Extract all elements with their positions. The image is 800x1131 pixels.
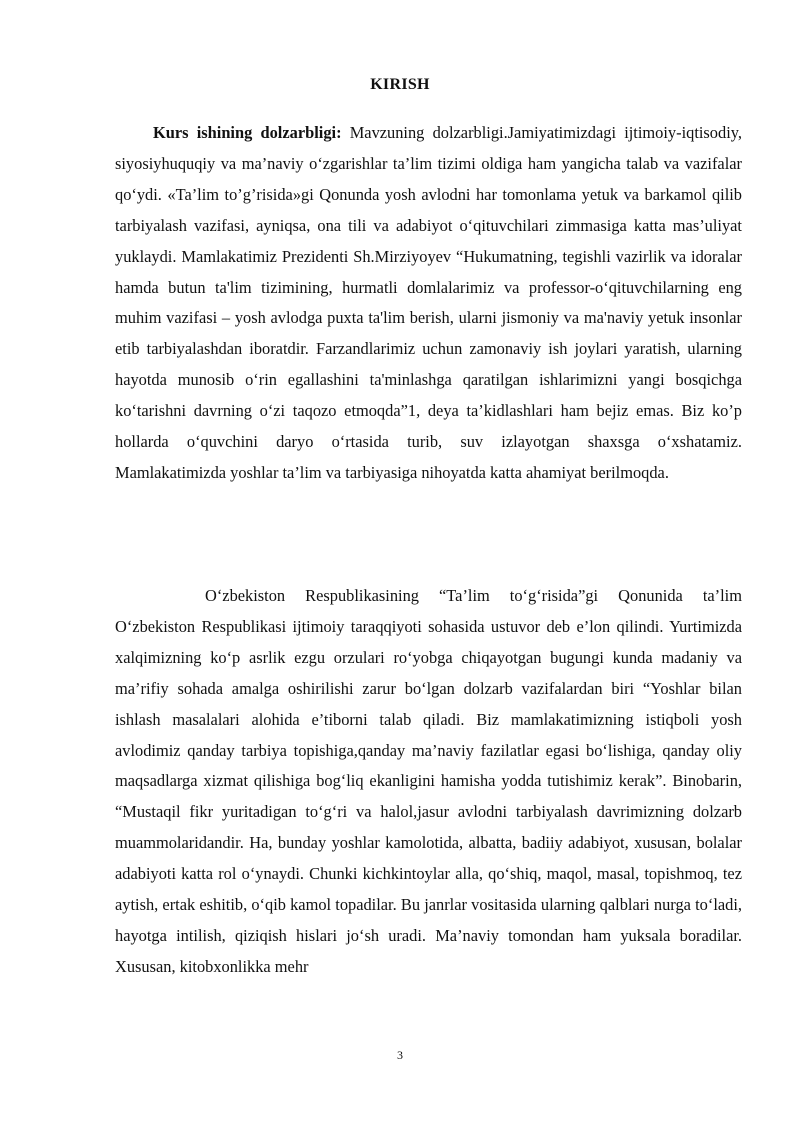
paragraph-body-text: Mavzuning dolzarbligi.Jamiyatimizdagi ijtimoiy-iqtisodiy, siyosiyhuquqiy va ma’naviy o‘zgarishlar ta’lim tizimi oldiga ham yangicha talab va vazifalar qo‘ydi. «Ta’lim to’g’risida»gi Qonunda yosh avlodni har tomonlama yetuk va barkamol qilib tarbiyalash vazifasi, ayniqsa, ona tili va adabiyot o‘qituvchilari zimmasiga katta mas’uliyat yuklaydi. Mamlakatimiz Prezidenti Sh.Mirziyoyev “Hukumatning, tegishli vazirlik va idoralar hamda butun ta'lim tizimining, hurmatli domlalarimiz va professor-o‘qituvchilarning eng muhim vazifasi – yosh avlodga puxta ta'lim berish, ularni jismoniy va ma'naviy yetuk insonlar etib tarbiyalashdan iboratdir. Farzandlarimiz uchun zamonaviy ish joylari yaratish, ularning hayotda munosib o‘rin egallashini ta'minlashga qaratilgan ishlarimizni yangi bosqichga ko‘tarishni davrning o‘zi taqozo etmoqda”1, deya ta’kidlashlari ham bejiz emas. Biz ko’p hollarda o‘quvchini daryo o‘rtasida turib, suv izlayotgan shaxsga o‘xshatamiz. Mamlakatimizda yoshlar ta’lim va tarbiyasiga nihoyatda katta ahamiyat berilmoqda. [115, 123, 742, 482]
page-number: 3 [397, 1048, 403, 1062]
paragraph-relevance [115, 118, 742, 489]
paragraph-body-text: O‘zbekiston Respublikasining “Ta’lim to‘g‘risida”gi Qonunida ta’lim O‘zbekiston Respublikasi ijtimoiy taraqqiyoti sohasida ustuvor deb e’lon qilindi. Yurtimizda xalqimizning ko‘p asrlik ezgu orzulari ro‘yobga chiqayotgan bugungi kunda madaniy va ma’rifiy sohada amalga oshirilishi zarur bo‘lgan dolzarb vazifalardan biri “Yoshlar bilan ishlash masalalari alohida e’tiborni talab qiladi. Biz mamlakatimizning istiqboli yosh avlodimiz qanday tarbiya topishiga,qanday ma’naviy fazilatlar egasi bo‘lishiga, qanday oliy maqsadlarga xizmat qilishiga bog‘liq ekanligini hamisha yodda tutishimiz kerak”. Binobarin, “Mustaqil fikr yuritadigan to‘g‘ri va halol,jasur avlodni tarbiyalash davrimizning dolzarb muammolaridandir. Ha, bunday yoshlar kamolotida, albatta, badiiy adabiyot, xususan, bolalar adabiyoti katta rol o‘ynaydi. Chunki kichkintoylar alla, qo‘shiq, maqol, masal, topishmoq, tez aytish, ertak eshitib, o‘qib kamol topadilar. Bu janrlar vositasida ularning qalblari nurga to‘ladi, hayotga intilish, qiziqish hislari jo‘sh uradi. Ma’naviy tomondan ham yuksala boradilar. Xususan, kitobxonlikka mehr [115, 586, 742, 976]
paragraph-education-law [115, 581, 742, 983]
paragraph-lead-label: Kurs ishining dolzarbligi: [153, 123, 342, 142]
section-heading: KIRISH [370, 76, 430, 93]
